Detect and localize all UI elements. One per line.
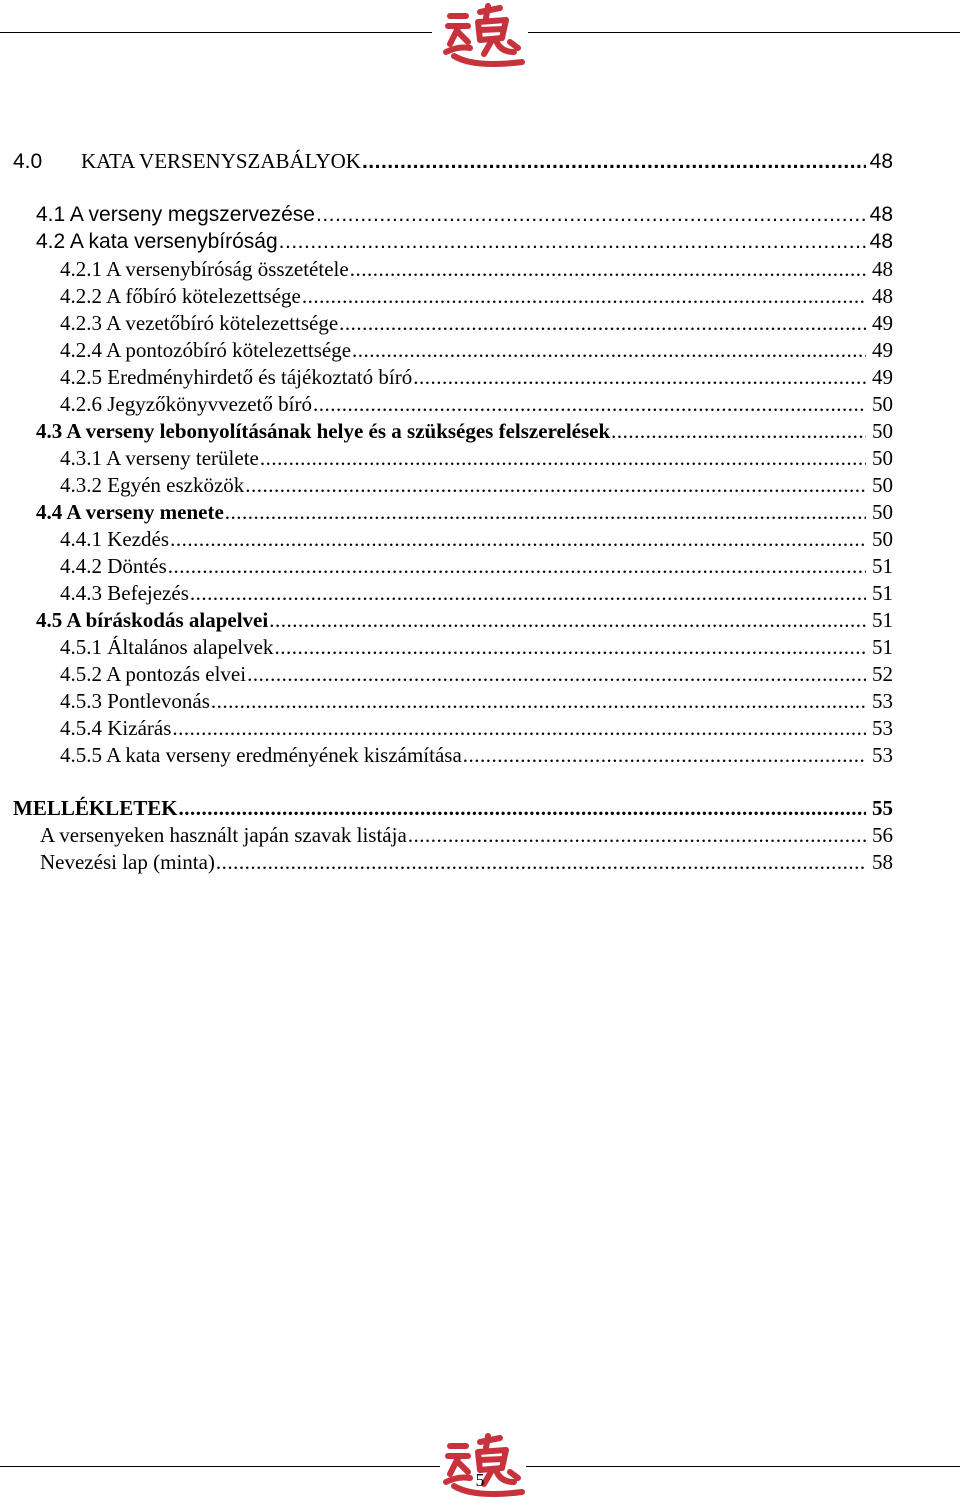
toc-entry-page: 58 — [872, 850, 893, 874]
toc-entry[interactable] — [60, 526, 893, 552]
toc-entry-label: 4.2.3 A vezetőbíró kötelezettsége — [60, 311, 339, 335]
toc-entry-page: 50 — [872, 392, 893, 416]
toc-entry-label: 4.2.4 A pontozóbíró kötelezettsége — [60, 338, 352, 362]
toc-entry[interactable] — [60, 688, 893, 714]
toc-entry-label: 4.4.1 Kezdés — [60, 527, 170, 551]
toc-entry[interactable] — [60, 715, 893, 741]
toc-entry[interactable] — [36, 202, 893, 228]
toc-entry-label: 4.5 A bíráskodás alapelvei — [36, 608, 269, 632]
toc-leader — [339, 310, 866, 336]
toc-entry-page: 50 — [872, 473, 893, 497]
toc-entry[interactable] — [60, 742, 893, 768]
toc-entry[interactable] — [60, 337, 893, 363]
toc-entry-page: 50 — [872, 419, 893, 443]
toc-entry-page: 50 — [872, 527, 893, 551]
header-rule-right — [528, 32, 960, 33]
toc-entry-label: 4.2.6 Jegyzőkönyvvezető bíró — [60, 392, 312, 416]
toc-leader — [316, 202, 866, 228]
toc-leader — [269, 607, 866, 633]
kanji-soul-logo-icon — [440, 1432, 528, 1502]
toc-entry[interactable] — [60, 661, 893, 687]
toc-entry-label: 4.4.3 Befejezés — [60, 581, 189, 605]
toc-entry-page: 49 — [872, 365, 893, 389]
header-rule-left — [0, 32, 432, 33]
toc-leader — [170, 526, 866, 552]
toc-entry-page: 51 — [872, 635, 893, 659]
toc-entry-label: 4.5.4 Kizárás — [60, 716, 172, 740]
toc-entry[interactable] — [60, 391, 893, 417]
toc-entry[interactable] — [36, 499, 893, 525]
footer-rule-right — [526, 1466, 960, 1467]
toc-leader — [190, 580, 866, 606]
toc-entry-label: 4.5.3 Pontlevonás — [60, 689, 210, 713]
toc-entry-page: 48 — [872, 257, 893, 281]
toc-leader — [274, 634, 866, 660]
chapter-number: 4.0 — [13, 150, 43, 173]
toc-entry-label: 4.5.1 Általános alapelvek — [60, 635, 274, 659]
toc-leader — [302, 283, 866, 309]
toc-entry[interactable] — [60, 283, 893, 309]
toc-entry-page: 52 — [872, 662, 893, 686]
toc-entry-label: 4.1 A verseny megszervezése — [36, 203, 315, 226]
toc-entry[interactable] — [36, 418, 893, 444]
toc-entry-label: 4.4 A verseny menete — [36, 500, 224, 524]
toc-leader — [350, 256, 866, 282]
toc-leader — [313, 391, 866, 417]
toc-leader — [245, 472, 866, 498]
toc-leader — [168, 553, 866, 579]
toc-leader — [352, 337, 866, 363]
toc-chapter-row[interactable] — [13, 148, 893, 174]
toc-appendix-row[interactable] — [13, 795, 893, 821]
toc-leader — [225, 499, 866, 525]
toc-leader — [362, 149, 866, 175]
toc-entry[interactable] — [60, 256, 893, 282]
toc-entry-page: 48 — [872, 284, 893, 308]
toc-entry-page: 50 — [872, 446, 893, 470]
toc-entry-label: 4.5.5 A kata verseny eredményének kiszámítása — [60, 743, 462, 767]
toc-entry-label: 4.4.2 Döntés — [60, 554, 167, 578]
toc-leader — [179, 795, 866, 821]
footer-rule-left — [0, 1466, 440, 1467]
toc-entry-page: 51 — [872, 608, 893, 632]
toc-entry[interactable] — [60, 634, 893, 660]
toc-entry-page: 53 — [872, 716, 893, 740]
toc-entry[interactable] — [40, 822, 893, 848]
kanji-soul-logo-icon — [440, 2, 528, 72]
toc-entry[interactable] — [36, 229, 893, 255]
toc-entry-page: 49 — [872, 338, 893, 362]
toc-entry[interactable] — [60, 445, 893, 471]
toc-entry-page: 53 — [872, 689, 893, 713]
toc-entry-page: 48 — [869, 203, 893, 226]
toc-leader — [172, 715, 866, 741]
chapter-title: KATA VERSENYSZABÁLYOK — [81, 149, 361, 173]
toc-entry[interactable] — [60, 310, 893, 336]
toc-entry-page: 48 — [869, 230, 893, 253]
toc-leader — [211, 688, 866, 714]
toc-leader — [413, 364, 866, 390]
toc-entry-label: 4.3.2 Egyén eszközök — [60, 473, 245, 497]
chapter-page: 48 — [869, 150, 893, 173]
toc-entry-label: 4.2.2 A főbíró kötelezettsége — [60, 284, 301, 308]
toc-entry[interactable] — [40, 849, 893, 875]
toc-leader — [279, 229, 866, 255]
appendix-page: 55 — [872, 796, 893, 820]
toc-entry-label: 4.5.2 A pontozás elvei — [60, 662, 247, 686]
toc-entry[interactable] — [60, 364, 893, 390]
toc-entry-label: A versenyeken használt japán szavak listája — [40, 823, 407, 847]
toc-entry-page: 51 — [872, 581, 893, 605]
toc-leader — [463, 742, 866, 768]
toc-entry[interactable] — [60, 553, 893, 579]
page-number: 5 — [475, 1470, 485, 1490]
toc-entry-page: 50 — [872, 500, 893, 524]
toc-entry-label: 4.3.1 A verseny területe — [60, 446, 259, 470]
toc-entry[interactable] — [36, 607, 893, 633]
toc-leader — [260, 445, 866, 471]
toc-entry-page: 53 — [872, 743, 893, 767]
toc-leader — [408, 822, 866, 848]
toc-entry-page: 56 — [872, 823, 893, 847]
toc-leader — [247, 661, 866, 687]
toc-entry-label: 4.2 A kata versenybíróság — [36, 230, 278, 253]
toc-entry[interactable] — [60, 472, 893, 498]
toc-entry-label: 4.3 A verseny lebonyolításának helye és a szükséges felszerelések — [36, 419, 611, 443]
appendix-title: MELLÉKLETEK — [13, 796, 178, 820]
toc-leader — [611, 418, 866, 444]
toc-entry-label: 4.2.5 Eredményhirdető és tájékoztató bíró — [60, 365, 413, 389]
toc-entry-page: 49 — [872, 311, 893, 335]
toc-entry-page: 51 — [872, 554, 893, 578]
toc-entry[interactable] — [60, 580, 893, 606]
toc-entry-label: 4.2.1 A versenybíróság összetétele — [60, 257, 349, 281]
toc-leader — [216, 849, 866, 875]
toc-entry-label: Nevezési lap (minta) — [40, 850, 215, 874]
